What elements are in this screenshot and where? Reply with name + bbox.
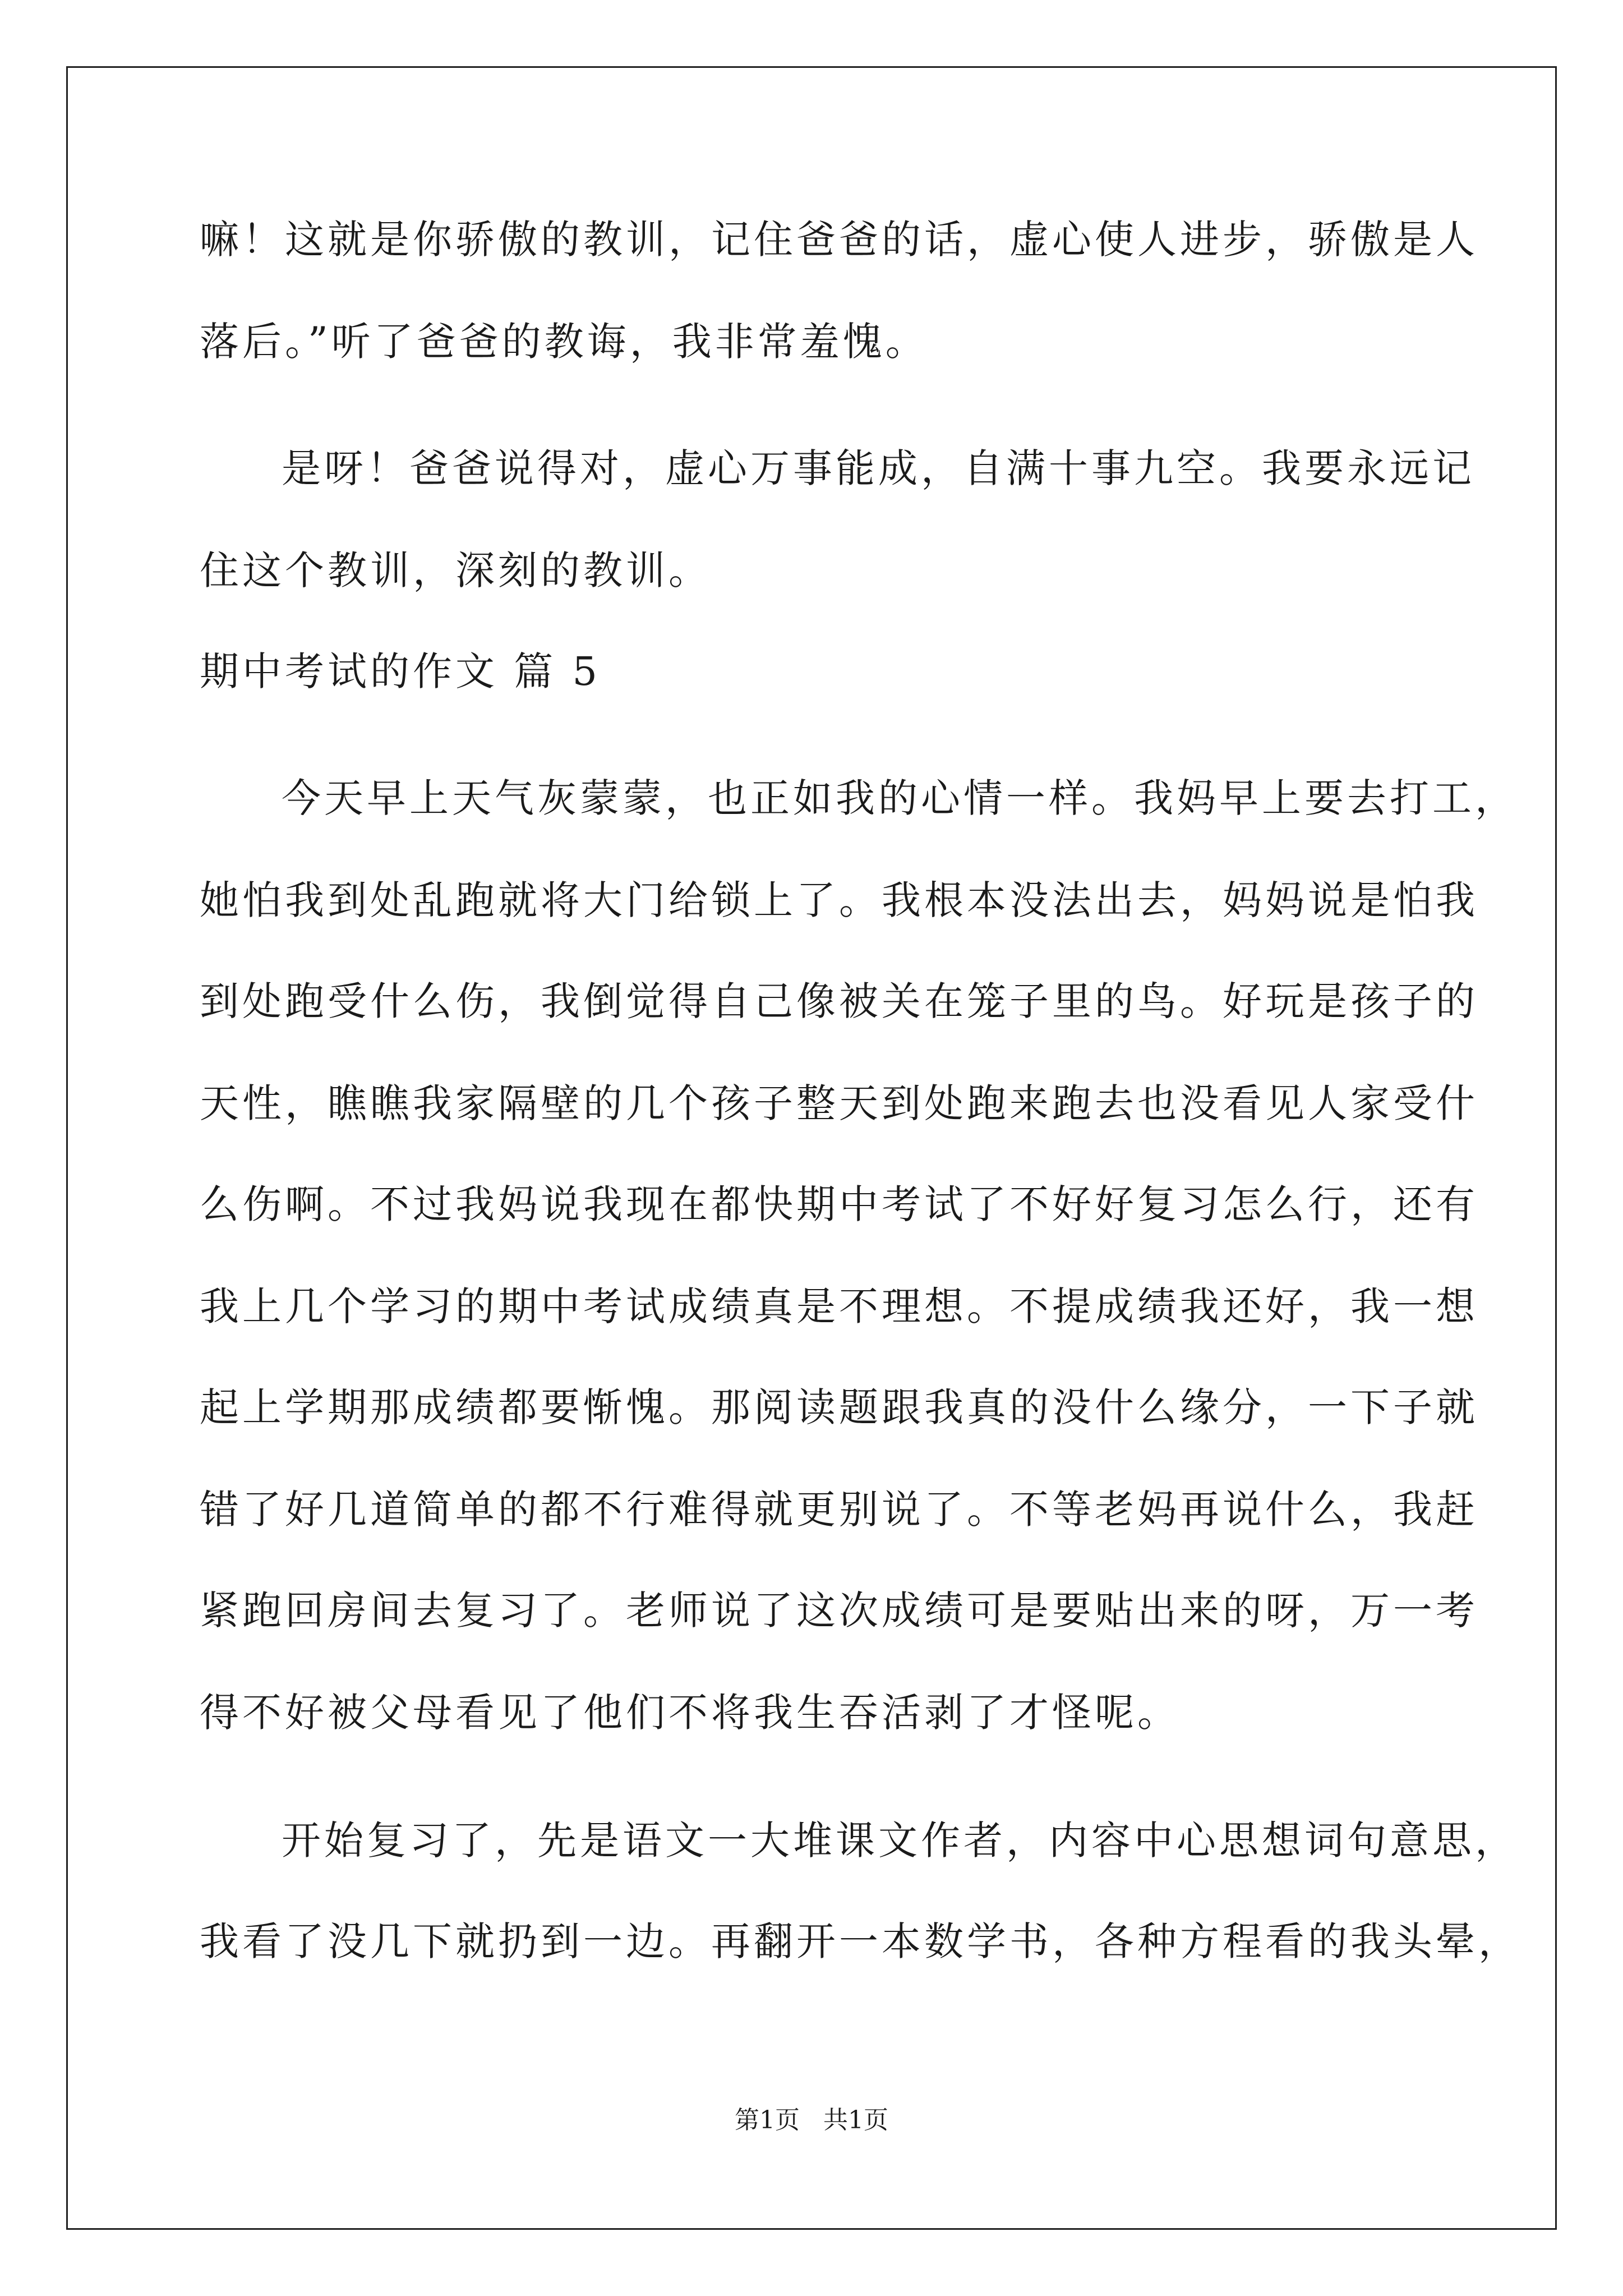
page-border	[66, 66, 1557, 2230]
text-line: 紧跑回房间去复习了。老师说了这次成绩可是要贴出来的呀，万一考	[200, 1588, 1478, 1634]
text-line: 她怕我到处乱跑就将大门给锁上了。我根本没法出去，妈妈说是怕我	[200, 877, 1478, 923]
page-footer: 第1页 共1页	[735, 2106, 888, 2134]
text-line: 起上学期那成绩都要惭愧。那阅读题跟我真的没什么缘分，一下子就	[200, 1384, 1478, 1430]
text-line: 天性，瞧瞧我家隔壁的几个孩子整天到处跑来跑去也没看见人家受什	[200, 1080, 1478, 1126]
text-line: 得不好被父母看见了他们不将我生吞活剥了才怪呢。	[200, 1690, 1180, 1736]
text-line: 嘛！这就是你骄傲的教训，记住爸爸的话，虚心使人进步，骄傲是人	[200, 217, 1478, 263]
section-heading: 期中考试的作文 篇 5	[200, 648, 601, 694]
text-line: 落后。”听了爸爸的教诲，我非常羞愧。	[200, 319, 928, 365]
text-line: 开始复习了，先是语文一大堆课文作者，内容中心思想词句意思，	[282, 1818, 1518, 1864]
text-line: 住这个教训，深刻的教训。	[200, 547, 711, 593]
text-line: 今天早上天气灰蒙蒙，也正如我的心情一样。我妈早上要去打工，	[282, 775, 1518, 821]
text-line: 么伤啊。不过我妈说我现在都快期中考试了不好好复习怎么行，还有	[200, 1181, 1478, 1227]
text-line: 我看了没几下就扔到一边。再翻开一本数学书，各种方程看的我头晕，	[200, 1918, 1521, 1964]
text-line: 我上几个学习的期中考试成绩真是不理想。不提成绩我还好，我一想	[200, 1283, 1478, 1329]
text-line: 到处跑受什么伤，我倒觉得自己像被关在笼子里的鸟。好玩是孩子的	[200, 978, 1478, 1024]
text-line: 是呀！爸爸说得对，虚心万事能成，自满十事九空。我要永远记	[282, 445, 1475, 491]
text-line: 错了好几道简单的都不行难得就更别说了。不等老妈再说什么，我赶	[200, 1487, 1478, 1533]
